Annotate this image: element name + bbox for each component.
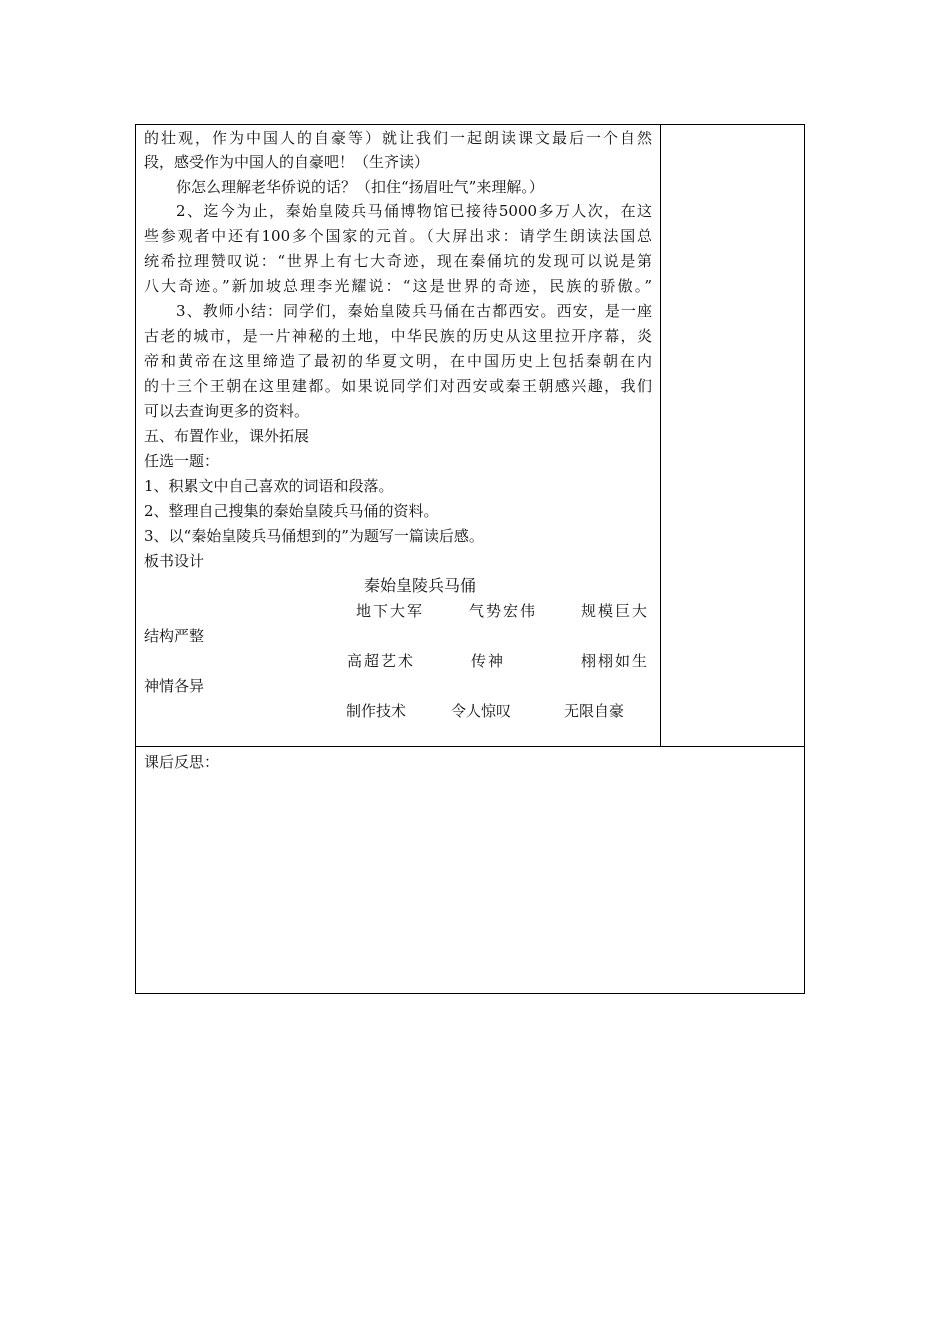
choose-one-label: 任选一题：: [144, 452, 220, 470]
reflection-label: 课后反思：: [144, 753, 220, 771]
board-phrase: 结构严整: [144, 627, 205, 645]
board-title: 秦始皇陵兵马俑: [364, 576, 477, 595]
column-divider: [660, 124, 661, 746]
body-line: 的壮观，作为中国人的自豪等）就让我们一起朗读课文最后一个自然: [144, 129, 652, 147]
body-line: 3、教师小结：同学们，秦始皇陵兵马俑在古都西安。西安，是一座: [176, 302, 652, 320]
body-line: 统希拉理赞叹说：“世界上有七大奇迹，现在秦俑坑的发现可以说是第: [144, 252, 652, 270]
section-heading: 五、布置作业，课外拓展: [144, 427, 310, 445]
body-line: 你怎么理解老华侨说的话？（扣住“扬眉吐气”来理解。）: [176, 178, 544, 196]
task-item: 1、积累文中自己喜欢的词语和段落。: [144, 477, 394, 495]
body-line: 的十三个王朝在这里建都。如果说同学们对西安或秦王朝感兴趣，我们: [144, 377, 652, 395]
board-phrase: 规模巨大: [581, 602, 650, 620]
body-line: 2、迄今为止，秦始皇陵兵马俑博物馆已接待5000多万人次，在这: [176, 202, 652, 220]
body-line: 八大奇迹。”新加坡总理李光耀说：“这是世界的奇迹，民族的骄傲。”: [144, 277, 652, 295]
board-phrase: 气势宏伟: [469, 602, 538, 620]
board-phrase: 制作技术: [346, 702, 407, 720]
body-line: 段，感受作为中国人的自豪吧！（生齐读）: [144, 153, 430, 171]
board-phrase: 栩栩如生: [581, 652, 650, 670]
board-phrase: 地下大军: [356, 602, 425, 620]
task-item: 2、整理自己搜集的秦始皇陵兵马俑的资料。: [144, 502, 439, 520]
task-item: 3、以“秦始皇陵兵马俑想到的”为题写一篇读后感。: [144, 527, 484, 545]
board-phrase: 神情各异: [144, 677, 205, 695]
body-line: 可以去查询更多的资料。: [144, 402, 310, 420]
board-design-label: 板书设计: [144, 552, 205, 570]
row-divider: [135, 746, 805, 747]
board-phrase: 无限自豪: [564, 702, 625, 720]
board-phrase: 传神: [471, 652, 506, 670]
board-phrase: 令人惊叹: [451, 702, 512, 720]
body-line: 古老的城市，是一片神秘的土地，中华民族的历史从这里拉开序幕，炎: [144, 327, 652, 345]
board-phrase: 高超艺术: [347, 652, 416, 670]
body-line: 些参观者中还有100多个国家的元首。（大屏出求：请学生朗读法国总: [144, 227, 652, 245]
body-line: 帝和黄帝在这里缔造了最初的华夏文明，在中国历史上包括秦朝在内: [144, 352, 652, 370]
